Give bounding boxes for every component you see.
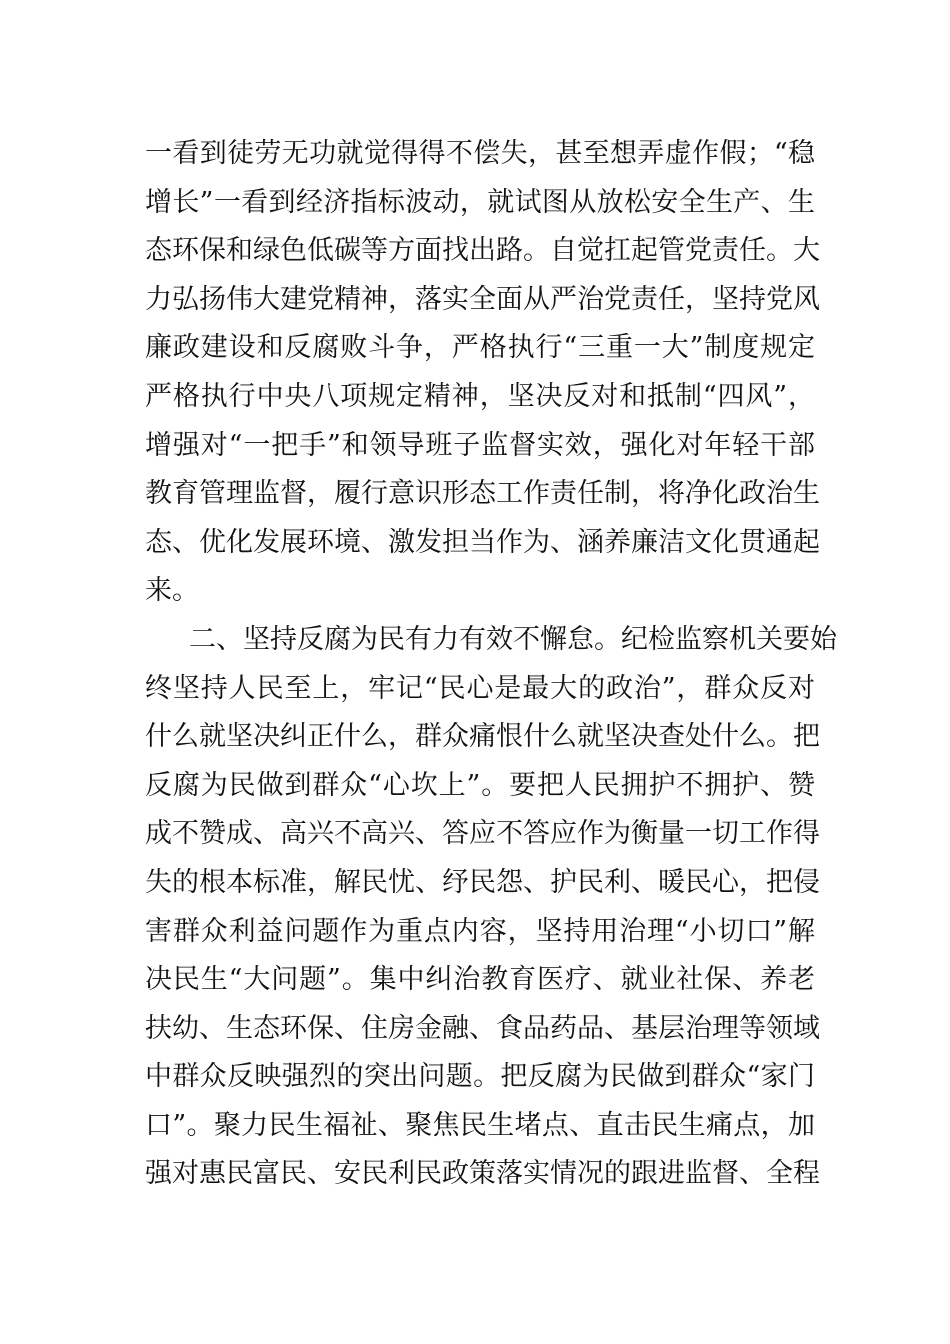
text-line: 什么就坚决纠正什么，群众痛恨什么就坚决查处什么。把 (145, 721, 820, 753)
text-line: 口”。聚力民生福祉、聚焦民生堵点、直击民生痛点，加 (145, 1109, 815, 1141)
text-line: 严格执行中央八项规定精神，坚决反对和抵制“四风”， (145, 380, 815, 412)
text-line: 反腐为民做到群众“心坎上”。要把人民拥护不拥护、赞 (145, 769, 815, 801)
text-line: 教育管理监督，履行意识形态工作责任制，将净化政治生 (145, 478, 820, 510)
text-line: 扶幼、生态环保、住房金融、食品药品、基层治理等领域 (145, 1012, 820, 1044)
text-line: 一看到徒劳无功就觉得得不偿失，甚至想弄虚作假；“稳 (145, 138, 815, 169)
text-line: 终坚持人民至上，牢记“民心是最大的政治”，群众反对 (145, 672, 815, 704)
text-line: 增强对“一把手”和领导班子监督实效，强化对年轻干部 (145, 429, 815, 461)
text-line: 态、优化发展环境、激发担当作为、涵养廉洁文化贯通起 (145, 526, 820, 558)
text-line: 力弘扬伟大建党精神，落实全面从严治党责任，坚持党风 (145, 283, 820, 315)
paragraph-first-line: 二、坚持反腐为民有力有效不懈怠。纪检监察机关要始 (189, 623, 837, 655)
text-line: 中群众反映强烈的突出问题。把反腐为民做到群众“家门 (145, 1061, 815, 1093)
text-line: 成不赞成、高兴不高兴、答应不答应作为衡量一切工作得 (145, 818, 820, 850)
text-line: 决民生“大问题”。集中纠治教育医疗、就业社保、养老 (145, 964, 815, 996)
text-line: 增长”一看到经济指标波动，就试图从放松安全生产、生 (145, 186, 815, 218)
body-text (145, 130, 837, 1199)
text-line: 害群众利益问题作为重点内容，坚持用治理“小切口”解 (145, 915, 815, 947)
text-line: 失的根本标准，解民忧、纾民怨、护民利、暖民心，把侵 (145, 866, 820, 898)
text-line: 廉政建设和反腐败斗争，严格执行“三重一大”制度规定 (145, 332, 815, 364)
text-line: 强对惠民富民、安民利民政策落实情况的跟进监督、全程 (145, 1158, 820, 1190)
text-line: 态环保和绿色低碳等方面找出路。自觉扛起管党责任。大 (145, 235, 820, 267)
text-line: 来。 (145, 575, 199, 607)
